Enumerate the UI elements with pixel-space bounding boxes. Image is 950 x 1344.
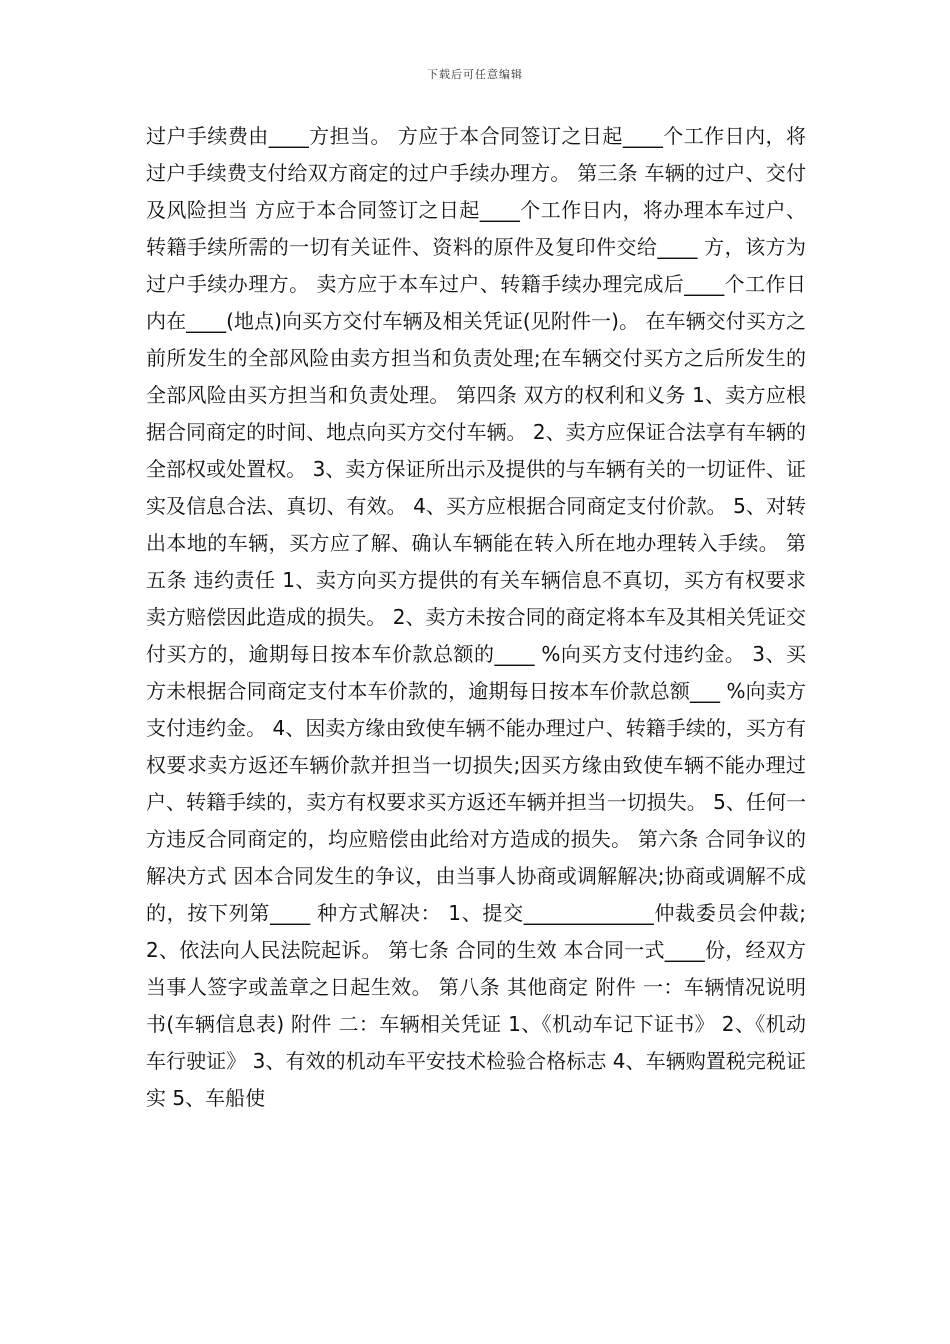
contract-body-text: 过户手续费由____方担当。 方应于本合同签订之日起____个工作日内，将过户手续费支付给双方商定的过户手续办理方。 第三条 车辆的过户、交付及风险担当 方应于本合同签订之日起____个工作日内，将办理本车过户、转籍手续所需的一切有关证件、资料的原件及复印件交给____ 方，该方为过户手续办理方。 卖方应于本车过户、转籍手续办理完成后____个工作日内在____(地点)向买方交付车辆及相关凭证(见附件一)。 在车辆交付买方之前所发生的全部风险由卖方担当和负责处理;在车辆交付买方之后所发生的全部风险由买方担当和负责处理。 第四条 双方的权利和义务 1、卖方应根据合同商定的时间、地点向买方交付车辆。 2、卖方应保证合法享有车辆的全部权或处置权。 3、卖方保证所出示及提供的与车辆有关的一切证件、证实及信息合法、真切、有效。 4、买方应根据合同商定支付价款。 5、对转出本地的车辆，买方应了解、确认车辆能在转入所在地办理转入手续。 第五条 违约责任 1、卖方向买方提供的有关车辆信息不真切，买方有权要求卖方赔偿因此造成的损失。 2、卖方未按合同的商定将本车及其相关凭证交付买方的，逾期每日按本车价款总额的____ %向买方支付违约金。 3、买方未根据合同商定支付本车价款的，逾期每日按本车价款总额___ %向卖方支付违约金。 4、因卖方缘由致使车辆不能办理过户、转籍手续的，买方有权要求卖方返还车辆价款并担当一切损失;因买方缘由致使车辆不能办理过户、转籍手续的，卖方有权要求买方返还车辆并担当一切损失。 5、任何一方违反合同商定的，均应赔偿由此给对方造成的损失。 第六条 合同争议的解决方式 因本合同发生的争议，由当事人协商或调解解决;协商或调解不成的，按下列第____ 种方式解决： 1、提交_____________仲裁委员会仲裁; 2、依法向人民法院起诉。 第七条 合同的生效 本合同一式____份，经双方当事人签字或盖章之日起生效。 第八条 其他商定 附件 一：车辆情况说明书(车辆信息表) 附件 二：车辆相关凭证 1、《机动车记下证书》 2、《机动车行驶证》 3、有效的机动车平安技术检验合格标志 4、车辆购置税完税证实 5、车船使 [146,124,806,1110]
page-header: 下载后可任意编辑 [427,68,523,81]
